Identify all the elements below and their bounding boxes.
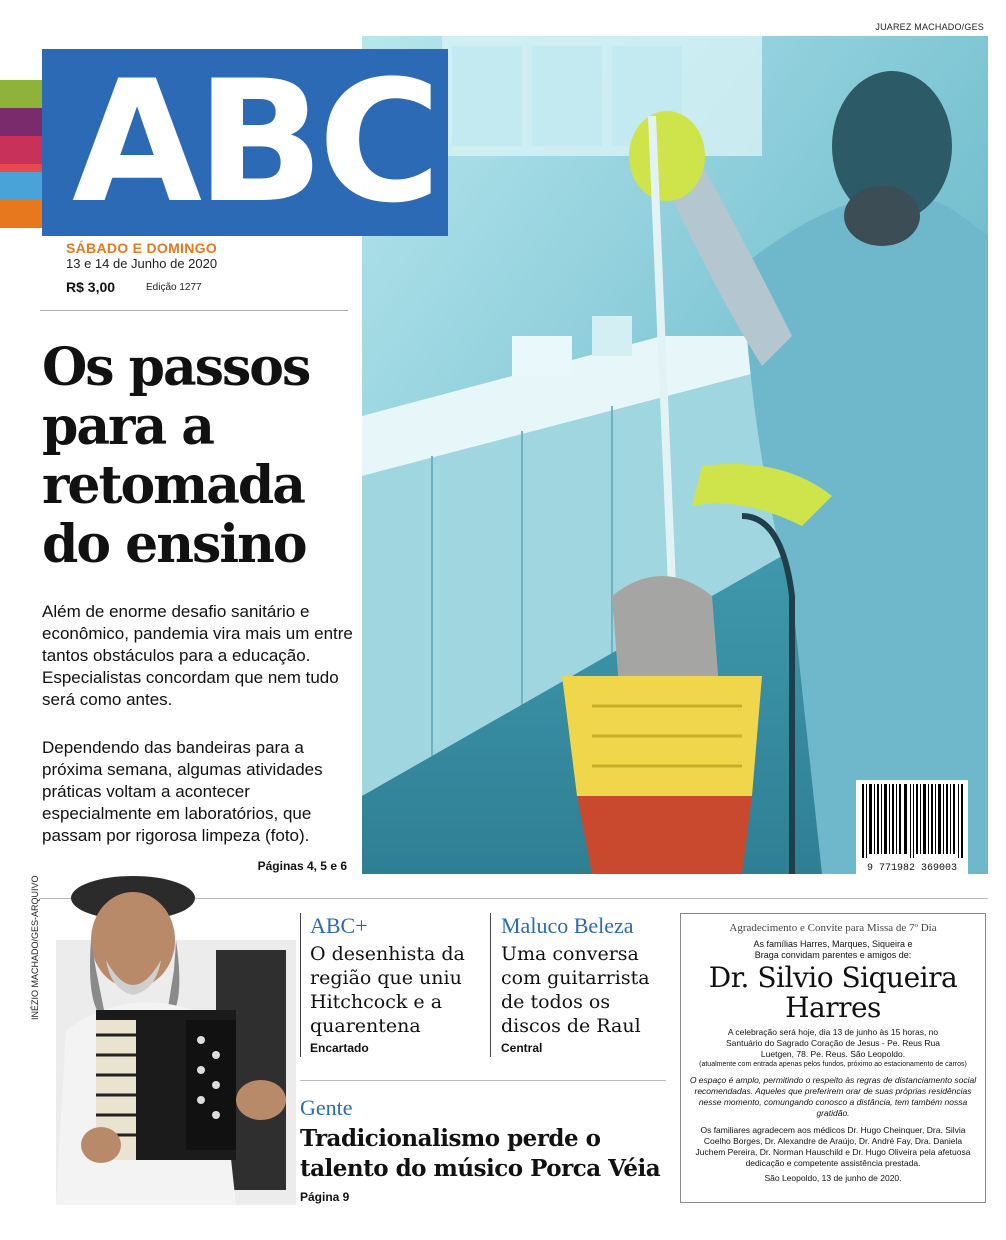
obituary-ceremony: A celebração será hoje, dia 13 de junho às 15 horas, no Santuário do Sagrado Coração de Jesus - Pe. Reus Rua Luetgen, 78. Pe. Reus. São Leopoldo. [725,1027,941,1059]
obituary-parking: (atualmente com entrada apenas pelos fundos, próximo ao estacionamento de carros) [699,1061,967,1068]
obituary-heading: Agradecimento e Convite para Missa de 7º Dia [729,922,937,934]
photo-credit: JUAREZ MACHADO/GES [875,22,984,32]
divider [300,913,301,1057]
abc-plus-kicker[interactable]: ABC+ [310,913,368,938]
maluco-beleza-headline[interactable]: Uma conversa com guitarrista de todos os discos de Raul [501,943,650,1037]
obituary-notice [680,913,986,1203]
barcode-number: 9 771982 369003 [856,862,968,876]
musician-photo-credit: INÉZIO MACHADO/GES-ARQUIVO [30,875,40,1020]
divider [490,913,491,1057]
color-stripe [0,136,42,164]
barcode [856,780,968,862]
color-stripe [0,80,42,108]
obituary-signoff: São Leopoldo, 13 de junho de 2020. [764,1173,902,1183]
main-story-paragraph: Dependendo das bandeiras para a próxima semana, algumas atividades práticas voltam a acontecer especialmente em laboratórios, que passam por rigorosa limpeza (foto). [42,738,323,845]
obituary-intro: As famílias Harres, Marques, Siqueira e Braga convidam parentes e amigos de: [753,939,913,960]
abc-plus-headline[interactable]: O desenhista da região que uniu Hitchcock e a quarentena [310,943,465,1037]
maluco-beleza-ref: Central [501,1041,543,1055]
musician-photo [36,870,298,1205]
issue-day: SÁBADO E DOMINGO [66,240,218,256]
gente-ref: Página 9 [300,1190,350,1204]
edition-number: Edição 1277 [146,282,202,293]
color-stripe [0,172,42,200]
obituary-notice-text: O espaço é amplo, permitindo o respeito às regras de distanciamento social recomendadas. Aqueles que preferirem orar de suas próprias residências nesse momento, comungando conosco a distância, tem também nossa gratidão. [689,1075,977,1118]
obituary-name: Dr. Silvio Siqueira Harres [708,961,958,1024]
lab-cleaning-photo [362,36,988,874]
color-stripe [0,200,42,228]
obituary-thanks: Os familiares agradecem aos médicos Dr. Hugo Cheinquer, Dra. Silvia Coelho Borges, Dr. Alexandre de Araújo, Dr. André Fay, Dra. Daniela Juchem Pereira, Dr. Norman Hauschild e Dr. Hugo Oliveira pela afetuosa dedicação e competente assistência prestada. [695,1125,971,1168]
abc-plus-ref: Encartado [310,1041,369,1055]
main-story-pages[interactable]: Páginas 4, 5 e 6 [257,859,347,873]
divider [40,310,348,311]
gente-headline[interactable]: Tradicionalismo perde o talento do músico Porca Véia [300,1125,661,1182]
color-stripe [0,108,42,136]
newspaper-logo[interactable]: ABC [72,44,436,240]
divider [300,1080,666,1081]
main-headline[interactable]: Os passos para a retomada do ensino [42,337,310,575]
gente-kicker[interactable]: Gente [300,1095,353,1120]
issue-price: R$ 3,00 [66,279,116,295]
maluco-beleza-kicker[interactable]: Maluco Beleza [501,913,634,938]
main-story-paragraph: Além de enorme desafio sanitário e econômico, pandemia vira mais um entre tantos obstáculos para a educação. Especialistas concordam que nem tudo será como antes. [42,602,353,709]
issue-date: 13 e 14 de Junho de 2020 [66,256,218,271]
